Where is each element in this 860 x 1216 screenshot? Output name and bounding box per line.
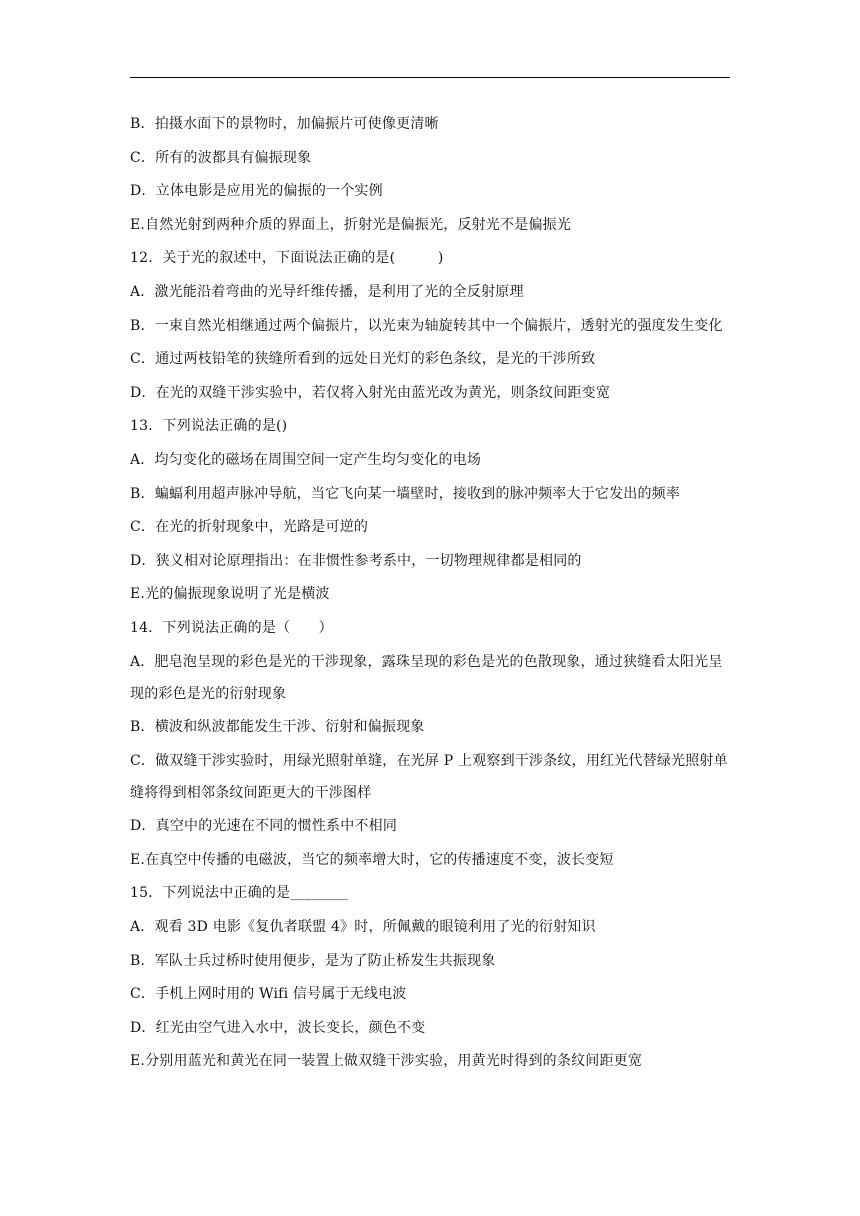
q13-option-b: B．蝙蝠利用超声脉冲导航，当它飞向某一墙壁时，接收到的脉冲频率大于它发出的频率 (130, 485, 681, 502)
q14-option-a: A．肥皂泡呈现的彩色是光的干涉现象，露珠呈现的彩色是光的色散现象，通过狭缝看太阳光呈现的彩色是光的衍射现象 (130, 653, 723, 702)
q11-option-b: B．拍摄水面下的景物时，加偏振片可使像更清晰 (130, 116, 439, 132)
q13-option-a: A．均匀变化的磁场在周围空间一定产生均匀变化的电场 (130, 451, 482, 468)
header-rule (130, 77, 730, 78)
q15-option-d: D．红光由空气进入水中，波长变长，颜色不变 (130, 1019, 426, 1036)
q14-stem: 14．下列说法正确的是（ ） (130, 619, 333, 636)
q15-option-b: B．军队士兵过桥时使用便步，是为了防止桥发生共振现象 (130, 952, 496, 969)
q14-option-b: B．横波和纵波都能发生干涉、衍射和偏振现象 (130, 719, 425, 736)
q12-stem: 12．关于光的叙述中，下面说法正确的是( ) (130, 250, 444, 267)
document-body (130, 108, 732, 1079)
q12-option-b: B．一束自然光相继通过两个偏振片，以光束为轴旋转其中一个偏振片，透射光的强度发生变化 (130, 317, 723, 334)
q13-stem: 13．下列说法正确的是() (130, 418, 288, 435)
q15-stem: 15．下列说法中正确的是________ (130, 885, 348, 902)
q14-option-e: E.在真空中传播的电磁波，当它的频率增大时，它的传播速度不变，波长变短 (130, 851, 614, 868)
q12-option-c: C．通过两枝铅笔的狭缝所看到的远处日光灯的彩色条纹，是光的干涉所致 (130, 351, 596, 368)
q12-option-d: D．在光的双缝干涉实验中，若仅将入射光由蓝光改为黄光，则条纹间距变宽 (130, 384, 611, 401)
q11-option-d: D．立体电影是应用光的偏振的一个实例 (130, 183, 383, 200)
q11-option-c: C．所有的波都具有偏振现象 (130, 149, 312, 166)
q13-option-e: E.光的偏振现象说明了光是横波 (130, 586, 330, 603)
q15-option-a: A．观看 3D 电影《复仇者联盟 4》时，所佩戴的眼镜利用了光的衍射知识 (130, 919, 596, 936)
q13-option-d: D．狭义相对论原理指出：在非惯性参考系中，一切物理规律都是相同的 (130, 552, 582, 569)
q15-option-c: C．手机上网时用的 Wifi 信号属于无线电波 (130, 986, 407, 1003)
q13-option-c: C．在光的折射现象中，光路是可逆的 (130, 519, 369, 536)
q15-option-e: E.分别用蓝光和黄光在同一装置上做双缝干涉实验，用黄光时得到的条纹间距更宽 (130, 1053, 643, 1070)
q14-option-c: C．做双缝干涉实验时，用绿光照射单缝，在光屏 P 上观察到干涉条纹，用红光代替绿光照射单缝将得到相邻条纹间距更大的干涉图样 (130, 752, 728, 801)
q12-option-a: A．激光能沿着弯曲的光导纤维传播，是利用了光的全反射原理 (130, 283, 524, 300)
q14-option-d: D．真空中的光速在不同的惯性系中不相同 (130, 818, 398, 835)
q11-option-e: E.自然光射到两种介质的界面上，折射光是偏振光，反射光不是偏振光 (130, 216, 572, 233)
